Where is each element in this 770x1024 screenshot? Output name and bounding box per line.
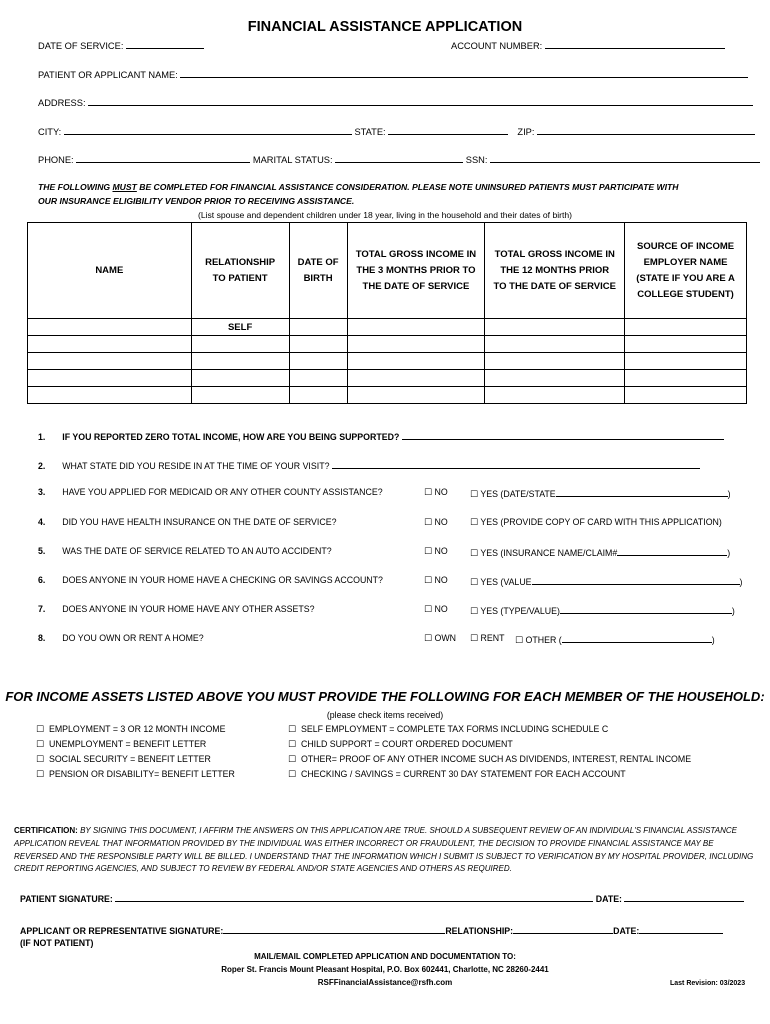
doc-label: CHILD SUPPORT = COURT ORDERED DOCUMENT [300, 739, 513, 749]
phone-row [38, 153, 760, 165]
q8-other-option[interactable] [515, 633, 715, 646]
option-label: NO [434, 517, 448, 527]
doc-other[interactable] [288, 754, 691, 765]
table-row [28, 319, 747, 336]
table-row [28, 336, 747, 353]
table-cell[interactable] [28, 387, 192, 404]
table-cell[interactable] [28, 370, 192, 387]
doc-label: SELF EMPLOYMENT = COMPLETE TAX FORMS INCLUDING SCHEDULE C [300, 724, 609, 734]
checkbox-icon[interactable]: ☐ [288, 740, 297, 750]
table-cell[interactable] [289, 387, 347, 404]
doc-employment[interactable] [36, 724, 226, 735]
ssn-field[interactable] [490, 153, 760, 163]
q6-no-option[interactable] [424, 575, 448, 586]
option-label: YES (INSURANCE NAME/CLAIM# [480, 548, 618, 558]
certification-body: BY SIGNING THIS DOCUMENT, I AFFIRM THE ANSWERS ON THIS APPLICATION ARE TRUE. SHOULD A SUBSEQUENT REVIEW OF AN INDIVIDUAL'S FINANCIAL ASSISTANCE APPLICATION REVEAL THAT INFORMATION PROVIDED BY THE INDIVIDUAL WAS EITHER INCORRECT OR FRAUDULENT, THE DECISION TO PROVIDE FINANCIAL ASSISTANCE MAY BE REVERSED AND THE RESPONSIBLE PARTY WILL BE BILLED. I UNDERSTAND THAT THE INFORMATION WHICH I SUBMIT IS SUBJECT TO VERIFICATION BY MY HOSPITAL PROVIDER, INCLUDING CREDIT REPORTING AGENCIES, AND SUBJECT TO REVIEW BY FEDERAL AND/OR STATE AGENCIES AND OTHERS AS REQUIRED. [14, 826, 754, 874]
table-cell[interactable] [28, 319, 192, 336]
col-name [28, 223, 192, 319]
checkbox-icon[interactable]: ☐ [424, 488, 433, 498]
q8-other-field[interactable] [562, 633, 712, 643]
certification-label: CERTIFICATION: [14, 826, 78, 835]
q5-yes-option[interactable] [470, 546, 730, 559]
table-cell[interactable] [625, 353, 747, 370]
last-revision: Last Revision: 03/2023 [670, 980, 746, 987]
doc-label: UNEMPLOYMENT = BENEFIT LETTER [48, 739, 207, 749]
table-cell[interactable] [289, 353, 347, 370]
col-source [625, 223, 747, 319]
table-cell[interactable] [289, 370, 347, 387]
q3-yes-field[interactable] [556, 487, 728, 497]
table-cell[interactable] [485, 319, 625, 336]
doc-label: EMPLOYMENT = 3 OR 12 MONTH INCOME [48, 724, 226, 734]
doc-label: SOCIAL SECURITY = BENEFIT LETTER [48, 754, 211, 764]
patient-signature-field[interactable] [115, 892, 593, 902]
checkbox-icon[interactable]: ☐ [470, 549, 479, 559]
account-number-row [451, 39, 725, 51]
option-label: NO [434, 575, 448, 585]
doc-checking-savings[interactable] [288, 769, 626, 780]
checkbox-icon[interactable]: ☐ [288, 755, 297, 765]
col-income-3m [347, 223, 485, 319]
address-label: ADDRESS: [38, 98, 86, 108]
table-cell[interactable] [625, 319, 747, 336]
doc-child-support[interactable] [288, 739, 513, 750]
option-label: YES (DATE/STATE [480, 489, 556, 499]
table-cell[interactable] [625, 387, 747, 404]
account-number-label: ACCOUNT NUMBER: [451, 41, 543, 51]
patient-date-label: DATE: [595, 894, 622, 904]
table-cell[interactable] [28, 336, 192, 353]
question-text: DOES ANYONE IN YOUR HOME HAVE ANY OTHER ASSETS? [62, 604, 315, 614]
table-cell[interactable] [485, 387, 625, 404]
relationship-label: RELATIONSHIP: [445, 926, 514, 936]
col-dob [289, 223, 347, 319]
form-title: FINANCIAL ASSISTANCE APPLICATION [247, 19, 523, 35]
checkbox-icon[interactable]: ☐ [36, 755, 45, 765]
checkbox-icon[interactable]: ☐ [36, 740, 45, 750]
option-label: NO [434, 487, 448, 497]
table-cell[interactable] [191, 336, 289, 353]
question-2-answer-field[interactable] [332, 459, 700, 469]
table-cell[interactable] [485, 370, 625, 387]
patient-name-field[interactable] [180, 68, 748, 78]
instructions-must: MUST [112, 182, 137, 192]
option-label: YES (TYPE/VALUE) [480, 606, 560, 616]
col-income-12m-label: TOTAL GROSS INCOME IN THE 12 MONTHS PRIOR TO THE DATE OF SERVICE [493, 248, 616, 292]
relationship-field[interactable] [513, 924, 613, 934]
checkbox-icon[interactable]: ☐ [36, 725, 45, 735]
household-table [27, 222, 747, 404]
q4-yes-option[interactable] [470, 517, 722, 528]
city-label: CITY: [38, 127, 62, 137]
q3-no-option[interactable] [424, 487, 448, 498]
applicant-signature-field[interactable] [223, 924, 445, 934]
doc-label: CHECKING / SAVINGS = CURRENT 30 DAY STATEMENT FOR EACH ACCOUNT [300, 769, 626, 779]
address-row [38, 96, 753, 108]
option-label: YES (PROVIDE COPY OF CARD WITH THIS APPLICATION) [480, 517, 722, 527]
question-1 [38, 430, 724, 442]
city-field[interactable] [64, 125, 352, 135]
doc-pension[interactable] [36, 769, 235, 780]
applicant-signature-label: APPLICANT OR REPRESENTATIVE SIGNATURE: [20, 926, 224, 936]
question-number: 1. [38, 432, 46, 442]
date-of-service-row [38, 39, 204, 51]
table-cell[interactable] [347, 319, 485, 336]
patient-signature-label: PATIENT SIGNATURE: [20, 894, 113, 904]
col-dob-label: DATE OF BIRTH [297, 256, 339, 284]
question-number: 5. [38, 546, 46, 556]
question-3 [38, 487, 383, 497]
question-1-answer-field[interactable] [402, 430, 724, 440]
checkbox-icon[interactable]: ☐ [424, 547, 433, 557]
instructions-line-2: OUR INSURANCE ELIGIBILITY VENDOR PRIOR TO RECEIVING ASSISTANCE. [38, 196, 355, 206]
option-label: RENT [480, 633, 505, 643]
q5-no-option[interactable] [424, 546, 448, 557]
applicant-date-field[interactable] [639, 924, 723, 934]
checkbox-icon[interactable]: ☐ [470, 634, 479, 644]
instructions-line-1 [38, 182, 678, 192]
mail-instructions: MAIL/EMAIL COMPLETED APPLICATION AND DOCUMENTATION TO: [254, 952, 516, 961]
applicant-date-label: DATE: [613, 926, 640, 936]
doc-label: PENSION OR DISABILITY= BENEFIT LETTER [48, 769, 235, 779]
instructions-text: THE FOLLOWING [38, 182, 113, 192]
address-field[interactable] [88, 96, 753, 106]
option-label: NO [434, 604, 448, 614]
q4-no-option[interactable] [424, 517, 448, 528]
zip-label: ZIP: [517, 127, 535, 137]
question-5 [38, 546, 332, 556]
checkbox-icon[interactable]: ☐ [424, 634, 433, 644]
table-cell[interactable] [289, 336, 347, 353]
checkbox-icon[interactable]: ☐ [515, 636, 524, 646]
col-income-12m [485, 223, 625, 319]
question-number: 4. [38, 517, 46, 527]
question-text: WHAT STATE DID YOU RESIDE IN AT THE TIME OF YOUR VISIT? [62, 461, 330, 471]
q7-no-option[interactable] [424, 604, 448, 615]
table-cell[interactable] [485, 336, 625, 353]
city-row [38, 125, 755, 137]
date-of-service-label: DATE OF SERVICE: [38, 41, 124, 51]
question-2 [38, 459, 700, 471]
patient-date-field[interactable] [624, 892, 744, 902]
checkbox-icon[interactable]: ☐ [470, 578, 479, 588]
table-cell[interactable] [347, 387, 485, 404]
checkbox-icon[interactable]: ☐ [424, 576, 433, 586]
option-label: OWN [434, 633, 457, 643]
question-text: HAVE YOU APPLIED FOR MEDICAID OR ANY OTHER COUNTY ASSISTANCE? [62, 487, 383, 497]
question-number: 3. [38, 487, 46, 497]
question-6 [38, 575, 383, 585]
doc-label: OTHER= PROOF OF ANY OTHER INCOME SUCH AS DIVIDENDS, INTEREST, RENTAL INCOME [300, 754, 692, 764]
table-row [28, 353, 747, 370]
q3-yes-option[interactable] [470, 487, 731, 500]
checkbox-icon[interactable]: ☐ [470, 518, 479, 528]
account-number-field[interactable] [545, 39, 725, 49]
option-label: OTHER ( [525, 635, 562, 645]
patient-name-row [38, 68, 748, 80]
marital-status-field[interactable] [335, 153, 463, 163]
doc-social-security[interactable] [36, 754, 211, 765]
table-row [28, 370, 747, 387]
mail-address: Roper St. Francis Mount Pleasant Hospital, P.O. Box 602441, Charlotte, NC 28260-2441 [221, 965, 549, 974]
marital-status-label: MARITAL STATUS: [252, 155, 333, 165]
col-name-label: NAME [95, 264, 124, 276]
question-text: IF YOU REPORTED ZERO TOTAL INCOME, HOW ARE YOU BEING SUPPORTED? [62, 432, 400, 442]
checkbox-icon[interactable]: ☐ [470, 490, 479, 500]
ssn-label: SSN: [465, 155, 488, 165]
table-cell[interactable] [191, 370, 289, 387]
q5-yes-field[interactable] [617, 546, 727, 556]
col-income-3m-label: TOTAL GROSS INCOME IN THE 3 MONTHS PRIOR TO THE DATE OF SERVICE [355, 248, 477, 292]
household-note: (List spouse and dependent children under 18 year, living in the household and their dates of birth) [197, 210, 573, 220]
doc-self-employment[interactable] [288, 724, 608, 735]
email-address[interactable]: RSFFinancialAssistance@rsfh.com [317, 978, 453, 987]
table-cell[interactable] [191, 387, 289, 404]
state-label: STATE: [354, 127, 386, 137]
state-field[interactable] [388, 125, 508, 135]
income-docs-heading: FOR INCOME ASSETS LISTED ABOVE YOU MUST PROVIDE THE FOLLOWING FOR EACH MEMBER OF THE HOUSEHOLD: [5, 689, 765, 704]
doc-unemployment[interactable] [36, 739, 206, 750]
table-cell[interactable] [485, 353, 625, 370]
table-cell[interactable] [347, 353, 485, 370]
question-7 [38, 604, 315, 614]
question-8 [38, 633, 204, 643]
checkbox-icon[interactable]: ☐ [470, 607, 479, 617]
q8-rent-option[interactable] [470, 633, 504, 644]
question-text: DO YOU OWN OR RENT A HOME? [62, 633, 204, 643]
question-number: 7. [38, 604, 46, 614]
phone-label: PHONE: [38, 155, 74, 165]
checkbox-icon[interactable]: ☐ [288, 770, 297, 780]
q6-yes-field[interactable] [532, 575, 740, 585]
close-paren: ) [727, 548, 731, 558]
question-number: 6. [38, 575, 46, 585]
if-not-patient-label: (IF NOT PATIENT) [20, 938, 94, 948]
table-header-row [28, 223, 747, 319]
instructions-text-rest: BE COMPLETED FOR FINANCIAL ASSISTANCE CONSIDERATION. PLEASE NOTE UNINSURED PATIENTS MUST PARTICIPATE WITH [136, 182, 679, 192]
applicant-signature-row [20, 924, 723, 936]
table-cell[interactable] [625, 370, 747, 387]
col-relationship [191, 223, 289, 319]
patient-name-label: PATIENT OR APPLICANT NAME: [38, 70, 178, 80]
income-docs-subheading: (please check items received) [326, 710, 444, 720]
zip-field[interactable] [537, 125, 755, 135]
question-4 [38, 517, 336, 527]
date-of-service-field[interactable] [126, 39, 204, 49]
question-text: WAS THE DATE OF SERVICE RELATED TO AN AUTO ACCIDENT? [62, 546, 332, 556]
patient-signature-row [20, 892, 744, 904]
table-cell[interactable] [347, 370, 485, 387]
question-text: DOES ANYONE IN YOUR HOME HAVE A CHECKING OR SAVINGS ACCOUNT? [62, 575, 383, 585]
table-cell[interactable] [347, 336, 485, 353]
table-cell[interactable] [289, 319, 347, 336]
certification-text [14, 825, 754, 876]
table-cell[interactable] [28, 353, 192, 370]
close-paren: ) [727, 489, 731, 499]
close-paren: ) [731, 606, 735, 616]
col-relationship-label: RELATIONSHIP TO PATIENT [205, 256, 276, 284]
close-paren: ) [739, 577, 743, 587]
checkbox-icon[interactable]: ☐ [36, 770, 45, 780]
q7-yes-field[interactable] [560, 604, 732, 614]
phone-field[interactable] [76, 153, 250, 163]
checkbox-icon[interactable]: ☐ [424, 605, 433, 615]
checkbox-icon[interactable]: ☐ [424, 518, 433, 528]
table-row [28, 387, 747, 404]
question-number: 8. [38, 633, 46, 643]
table-cell[interactable] [191, 353, 289, 370]
option-label: YES (VALUE [480, 577, 532, 587]
q7-yes-option[interactable] [470, 604, 735, 617]
self-cell: SELF [191, 319, 289, 336]
question-text: DID YOU HAVE HEALTH INSURANCE ON THE DATE OF SERVICE? [62, 517, 337, 527]
table-cell[interactable] [625, 336, 747, 353]
q6-yes-option[interactable] [470, 575, 742, 588]
col-source-label: SOURCE OF INCOME EMPLOYER NAME (STATE IF YOU ARE A COLLEGE STUDENT) [636, 240, 735, 300]
question-number: 2. [38, 461, 46, 471]
close-paren: ) [711, 635, 715, 645]
option-label: NO [434, 546, 448, 556]
checkbox-icon[interactable]: ☐ [288, 725, 297, 735]
q8-own-option[interactable] [424, 633, 456, 644]
